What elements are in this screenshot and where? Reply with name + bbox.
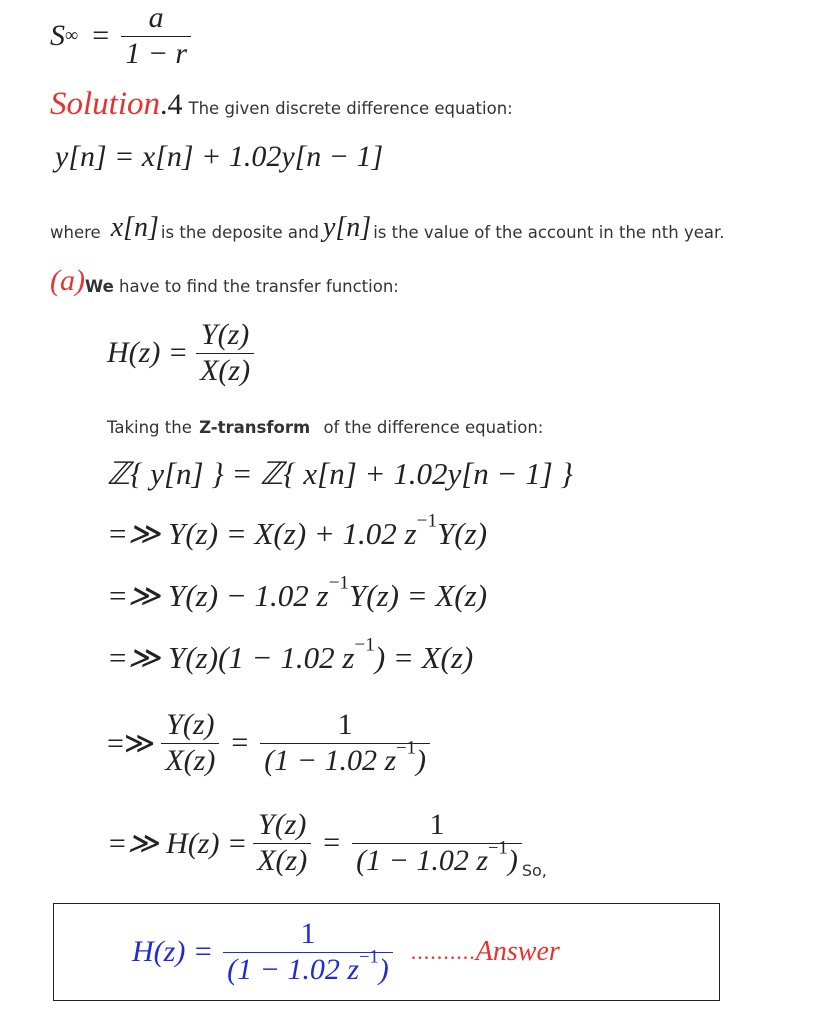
step-2-suffix: Y(z) <box>437 516 488 551</box>
ztransform-before: Taking the <box>107 418 192 437</box>
step-3-suffix: Y(z) = X(z) <box>349 578 488 613</box>
transfer-lhs: H(z) = <box>107 336 189 369</box>
sum-lhs: S <box>50 19 65 52</box>
transfer-numerator: Y(z) <box>200 318 250 351</box>
account-value-text: is the value of the account in the nth year. <box>373 223 725 242</box>
ztransform-intro <box>107 418 543 437</box>
step-5-numerator: Y(z) <box>166 708 215 741</box>
transfer-fraction <box>196 318 254 388</box>
sum-formula: S ∞ = $\frac{a}{1 - r}$ <box>50 0 191 72</box>
step-6-right-fraction <box>352 808 522 878</box>
solution-heading <box>50 86 513 126</box>
step-5-right-numerator: 1 <box>337 708 353 741</box>
step-1: ℤ{ y[n] } = ℤ{ x[n] + 1.02y[n − 1] } <box>107 456 573 491</box>
step-5-right-denominator: (1 − 1.02 $z^{-1}$) <box>264 736 426 777</box>
step-6-numerator: Y(z) <box>258 808 307 841</box>
part-a-label: (a) <box>50 264 85 297</box>
step-6-equals: = <box>323 826 341 859</box>
solution-number: .4 <box>160 88 183 121</box>
step-2 <box>107 510 488 552</box>
step-3-prefix: =≫ Y(z) − 1.02 z <box>107 578 329 613</box>
step-5-left-fraction <box>161 708 219 778</box>
step-2-prefix: =≫ Y(z) = X(z) + 1.02 z <box>107 516 417 551</box>
solution-title: Solution <box>50 86 161 122</box>
answer-box <box>53 903 720 1001</box>
part-a-line <box>50 256 399 296</box>
step-2-exponent: −1 <box>416 510 438 532</box>
step-5-equals: = <box>231 726 249 759</box>
answer-denominator: (1 − 1.02 $z^{-1}$) <box>227 945 389 986</box>
ztransform-bold: Z-transform <box>199 418 311 437</box>
answer-formula <box>132 908 560 996</box>
part-a-bold: We <box>84 277 114 296</box>
deposit-text: is the deposite and <box>160 223 319 242</box>
so-text: So, <box>521 861 547 880</box>
where-word: where <box>50 223 101 242</box>
ztransform-after: of the difference equation: <box>323 418 544 437</box>
step-4-suffix: ) = X(z) <box>374 640 474 675</box>
answer-numerator: 1 <box>300 917 316 950</box>
step-6-right-denominator: (1 − 1.02 $z^{-1}$) <box>356 836 518 877</box>
transfer-definition <box>107 310 254 396</box>
difference-equation: y[n] = x[n] + 1.02y[n − 1] <box>55 140 384 173</box>
step-5-right-fraction <box>260 708 430 778</box>
step-4-exponent: −1 <box>354 634 375 656</box>
step-5-arrow: =≫ <box>107 726 156 760</box>
x-variable: x[n] <box>110 212 159 243</box>
step-6 <box>107 800 547 886</box>
answer-dots: .......... <box>410 939 476 964</box>
solution-intro-text: The given discrete difference equation: <box>188 99 513 118</box>
step-6-right-numerator: 1 <box>429 808 445 841</box>
y-variable: y[n] <box>322 212 372 243</box>
transfer-denominator: X(z) <box>200 353 251 387</box>
sum-denominator: 1 − r <box>125 36 188 70</box>
part-a-text: have to find the transfer function: <box>113 277 399 296</box>
step-3 <box>107 572 488 614</box>
step-4 <box>107 634 474 676</box>
step-5 <box>107 700 430 786</box>
step-6-denominator: X(z) <box>257 843 308 877</box>
answer-label: Answer <box>475 936 560 967</box>
step-6-prefix: =≫ H(z) = <box>107 826 248 860</box>
answer-fraction <box>223 917 393 987</box>
step-3-exponent: −1 <box>328 572 349 594</box>
answer-lhs: H(z) = <box>132 935 214 968</box>
sum-equals: = <box>92 19 110 52</box>
where-line <box>50 206 724 242</box>
step-6-left-fraction <box>253 808 311 878</box>
sum-fraction <box>121 1 191 71</box>
sum-numerator: a <box>148 1 164 34</box>
step-4-prefix: =≫ Y(z)(1 − 1.02 z <box>107 640 355 675</box>
step-5-denominator: X(z) <box>165 743 216 777</box>
